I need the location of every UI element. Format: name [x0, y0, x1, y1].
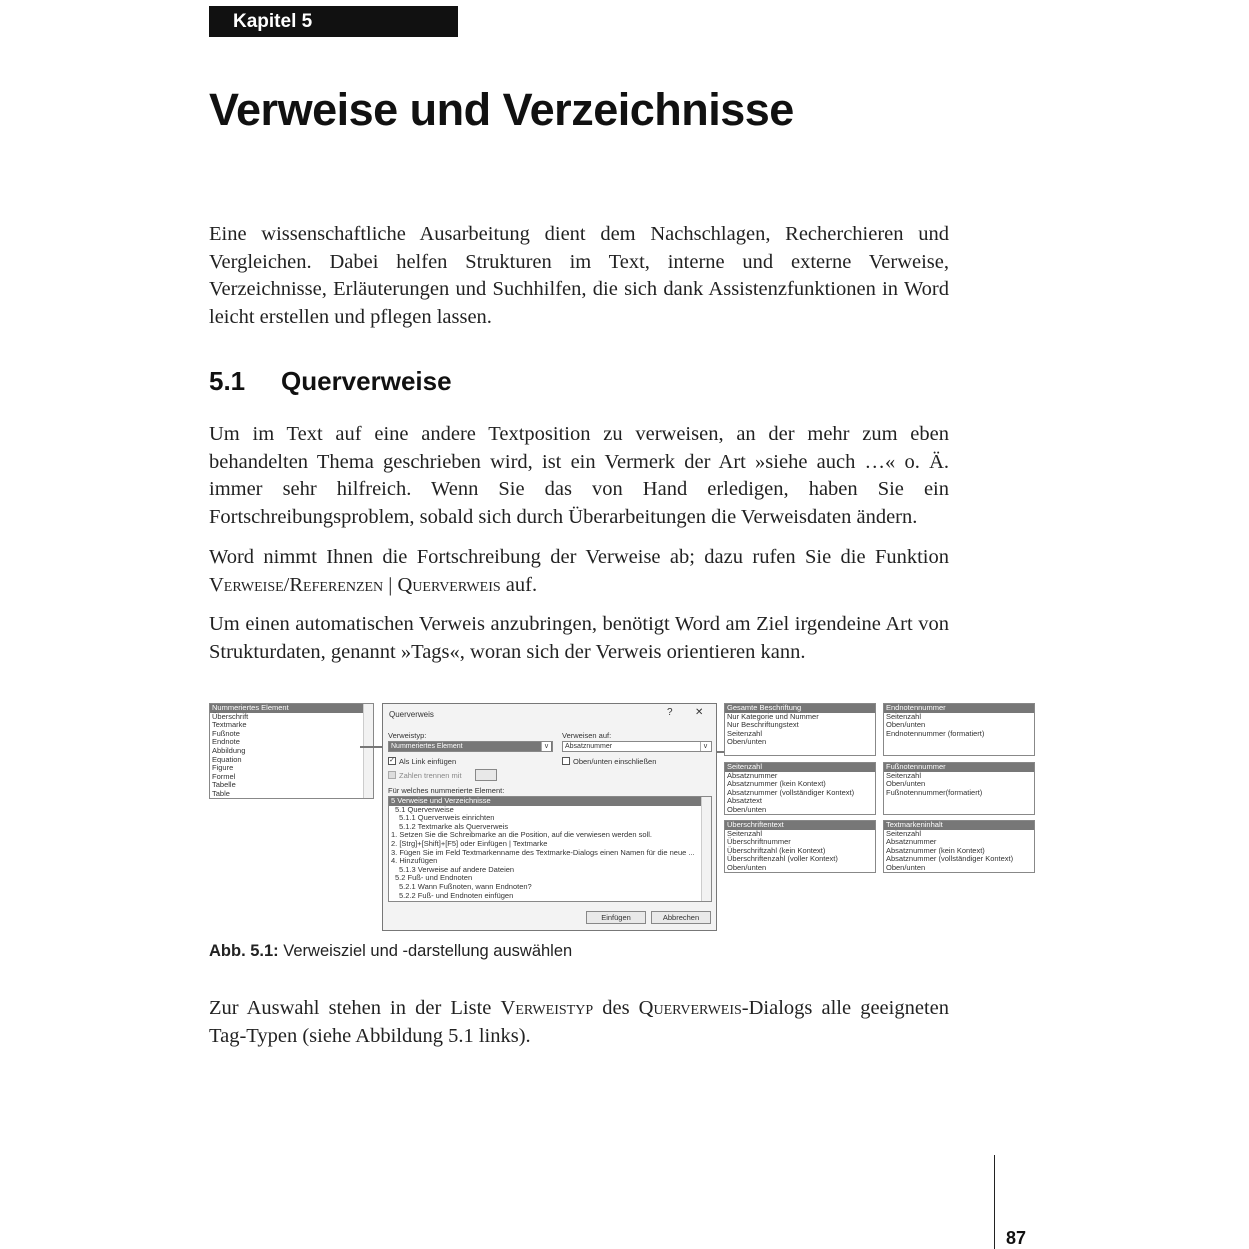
- section-title: Querverweise: [281, 366, 452, 396]
- list-item[interactable]: 5.1.3 Verweise auf andere Dateien: [399, 864, 515, 874]
- list-item[interactable]: Seitenzahl: [727, 828, 763, 838]
- separator-field[interactable]: [475, 769, 497, 781]
- list-item[interactable]: Oben/unten: [727, 804, 767, 814]
- list-item[interactable]: Absatztext: [727, 796, 763, 806]
- list-item[interactable]: 4. Hinzufügen: [391, 856, 438, 866]
- list-item[interactable]: Oben/unten: [886, 862, 926, 872]
- list-item[interactable]: Table: [212, 788, 230, 798]
- list-item[interactable]: Absatznummer (kein Kontext): [727, 779, 826, 789]
- section-number: 5.1: [209, 366, 246, 396]
- list-item[interactable]: Equation: [212, 754, 242, 764]
- type-select-value: Nummeriertes Element: [391, 743, 463, 750]
- separate-numbers-checkbox[interactable]: [388, 771, 396, 779]
- figure-caption: [209, 942, 572, 961]
- as-link-label: Als Link einfügen: [399, 757, 457, 766]
- list-item[interactable]: Endnotennummer (formatiert): [886, 728, 985, 738]
- paragraph-4-text: Zur Auswahl stehen in der Liste: [209, 997, 501, 1019]
- separate-numbers-label: Zahlen trennen mit: [399, 771, 462, 780]
- list-item[interactable]: 5 Verweise und Verzeichnisse: [389, 797, 711, 806]
- page-number-rule: [994, 1155, 995, 1249]
- list-item[interactable]: Oben/unten: [727, 737, 767, 747]
- list-item[interactable]: 1. Setzen Sie die Schreibmarke an die Position, auf die verwiesen werden soll.: [391, 830, 652, 840]
- paragraph-4-end: -Dialogs alle geeigneten Tag-Typen (siehe Abbildung 5.1 links).: [209, 997, 949, 1047]
- caption-label: Abb. 5.1:: [209, 942, 279, 960]
- above-below-checkbox[interactable]: [562, 757, 570, 765]
- type-list-scrollbar[interactable]: [363, 704, 373, 798]
- list-item[interactable]: Absatznummer: [886, 837, 937, 847]
- list-item[interactable]: Absatznummer: [727, 770, 778, 780]
- type-label: Verweistyp:: [388, 731, 427, 740]
- term-querverweis: Querverweis: [638, 997, 742, 1019]
- insert-button[interactable]: Einfügen: [586, 911, 646, 924]
- bookmark-list[interactable]: [883, 820, 1035, 873]
- list-item[interactable]: Textmarke: [212, 720, 247, 730]
- list-item[interactable]: Oben/unten: [886, 720, 926, 730]
- list-item[interactable]: Seitenzahl: [886, 770, 922, 780]
- cancel-button[interactable]: Abbrechen: [651, 911, 711, 924]
- list-item[interactable]: 2. [Strg]+[Shift]+[F5] oder Einfügen | Textmarke: [391, 838, 548, 848]
- number-list[interactable]: [724, 762, 876, 815]
- list-item[interactable]: Formel: [212, 771, 236, 781]
- term-verweistyp: Verweistyp: [500, 997, 594, 1019]
- list-item[interactable]: Überschriftentext: [725, 821, 875, 830]
- list-item[interactable]: Überschrift: [212, 711, 249, 721]
- list-item[interactable]: Tabelle: [212, 780, 236, 790]
- querverweis-dialog: [382, 703, 717, 931]
- chapter-title: Verweise und Verzeichnisse: [209, 84, 794, 135]
- above-below-label: Oben/unten einschließen: [573, 757, 657, 766]
- ref-select-value: Absatznummer: [565, 743, 613, 750]
- list-item[interactable]: 5.1.1 Querverweis einrichten: [399, 813, 495, 823]
- list-item[interactable]: Gesamte Beschriftung: [725, 704, 875, 713]
- type-select[interactable]: [388, 741, 553, 752]
- menu-path: Verweise/Referenzen | Querverweis: [209, 573, 501, 596]
- list-item[interactable]: Figure: [212, 763, 234, 773]
- chevron-down-icon[interactable]: v: [700, 742, 710, 751]
- paragraph-4-mid: des: [593, 997, 639, 1019]
- help-icon[interactable]: ?: [667, 707, 673, 718]
- list-item[interactable]: Fußnotennummer(formatiert): [886, 787, 983, 797]
- ref-select[interactable]: [562, 741, 712, 752]
- list-item[interactable]: Seitenzahl: [727, 728, 763, 738]
- list-item[interactable]: Fußnote: [212, 728, 240, 738]
- list-item[interactable]: Nur Beschriftungstext: [727, 720, 799, 730]
- page-number: 87: [1006, 1228, 1027, 1248]
- list-item[interactable]: Oben/unten: [886, 779, 926, 789]
- list-item[interactable]: Seitenzahl: [886, 711, 922, 721]
- list-item[interactable]: Abbildung: [212, 745, 246, 755]
- list-item[interactable]: 3. Fügen Sie im Feld Textmarkenname des Textmarke-Dialogs einen Namen für die neue ...: [391, 847, 695, 857]
- list-item[interactable]: Seitenzahl: [886, 828, 922, 838]
- list-item[interactable]: Endnotennummer: [884, 704, 1034, 713]
- paragraph-2-text: Word nimmt Ihnen die Fortschreibung der Verweise ab; dazu rufen Sie die Funktion: [209, 546, 949, 568]
- list-item[interactable]: Nur Kategorie und Nummer: [727, 711, 819, 721]
- heading-list[interactable]: [724, 820, 876, 873]
- paragraph-2: [209, 544, 949, 599]
- paragraph-4: [209, 995, 949, 1050]
- element-list[interactable]: [388, 796, 712, 902]
- paragraph-2-end: auf.: [500, 573, 538, 596]
- dialog-title: Querverweis: [389, 710, 434, 719]
- list-item[interactable]: Überschriftnummer: [727, 837, 791, 847]
- list-item[interactable]: Fußnotennummer: [884, 763, 1034, 772]
- paragraph-3: Um einen automatischen Verweis anzubringen, benötigt Word am Ziel irgendeine Art von Strukturdaten, genannt »Tags«, woran sich der Verweis orientieren kann.: [209, 613, 949, 663]
- list-item[interactable]: 5.2 Fuß- und Endnoten: [395, 873, 473, 883]
- caption-text: Verweisziel und -darstellung auswählen: [283, 942, 573, 960]
- ref-label: Verweisen auf:: [562, 731, 612, 740]
- list-item[interactable]: Überschriftzahl (kein Kontext): [727, 845, 826, 855]
- list-item[interactable]: Endnote: [212, 737, 240, 747]
- as-link-checkbox[interactable]: ✓: [389, 757, 395, 764]
- list-item[interactable]: Absatznummer (kein Kontext): [886, 845, 985, 855]
- list-item[interactable]: 5.1.2 Textmarke als Querverweis: [399, 821, 509, 831]
- list-item[interactable]: Überschriftenzahl (voller Kontext): [727, 854, 838, 864]
- list-item[interactable]: Textmarkeninhalt: [884, 821, 1034, 830]
- intro-paragraph: Eine wissenschaftliche Ausarbeitung dient dem Nachschlagen, Recherchieren und Vergleichen. Dabei helfen Strukturen im Text, interne und externe Verweise, Verzeichnisse, Erläuterungen und Suchhilfen, die sich dank Assistenzfunktionen in Word leicht erstellen und pflegen lassen.: [209, 223, 949, 328]
- list-item[interactable]: 5.1 Querverweise: [395, 804, 454, 814]
- section-heading: [209, 366, 452, 397]
- paragraph-1: Um im Text auf eine andere Textposition zu verweisen, an der mehr zum eben behandelten Thema geschrieben wird, ist ein Vermerk der Art »siehe auch …« o. Ä. immer sehr hilfreich. Wenn Sie das von Hand erledigen, haben Sie ein Fortschreibungsproblem, sobald sich durch Überarbeitungen die Verweisdaten ändern.: [209, 423, 949, 528]
- close-icon[interactable]: ✕: [695, 707, 704, 718]
- element-list-scrollbar[interactable]: [701, 797, 711, 901]
- list-item[interactable]: Absatznummer (vollständiger Kontext): [727, 787, 855, 797]
- endnote-list[interactable]: [883, 703, 1035, 756]
- chapter-tab: Kapitel 5: [209, 6, 458, 37]
- caption-list[interactable]: [724, 703, 876, 756]
- footnote-list[interactable]: [883, 762, 1035, 815]
- list-item[interactable]: 5.2.1 Wann Fußnoten, wann Endnoten?: [399, 881, 532, 891]
- list-item[interactable]: Absatznummer (vollständiger Kontext): [886, 854, 1014, 864]
- element-label: Für welches nummerierte Element:: [388, 786, 505, 795]
- list-item[interactable]: 5.2.2 Fuß- und Endnoten einfügen: [399, 890, 514, 900]
- list-item[interactable]: Oben/unten: [727, 862, 767, 872]
- type-list[interactable]: [209, 703, 374, 799]
- list-item[interactable]: Seitenzahl: [725, 763, 875, 772]
- chevron-down-icon[interactable]: v: [541, 742, 551, 751]
- list-item[interactable]: Nummeriertes Element: [210, 704, 373, 713]
